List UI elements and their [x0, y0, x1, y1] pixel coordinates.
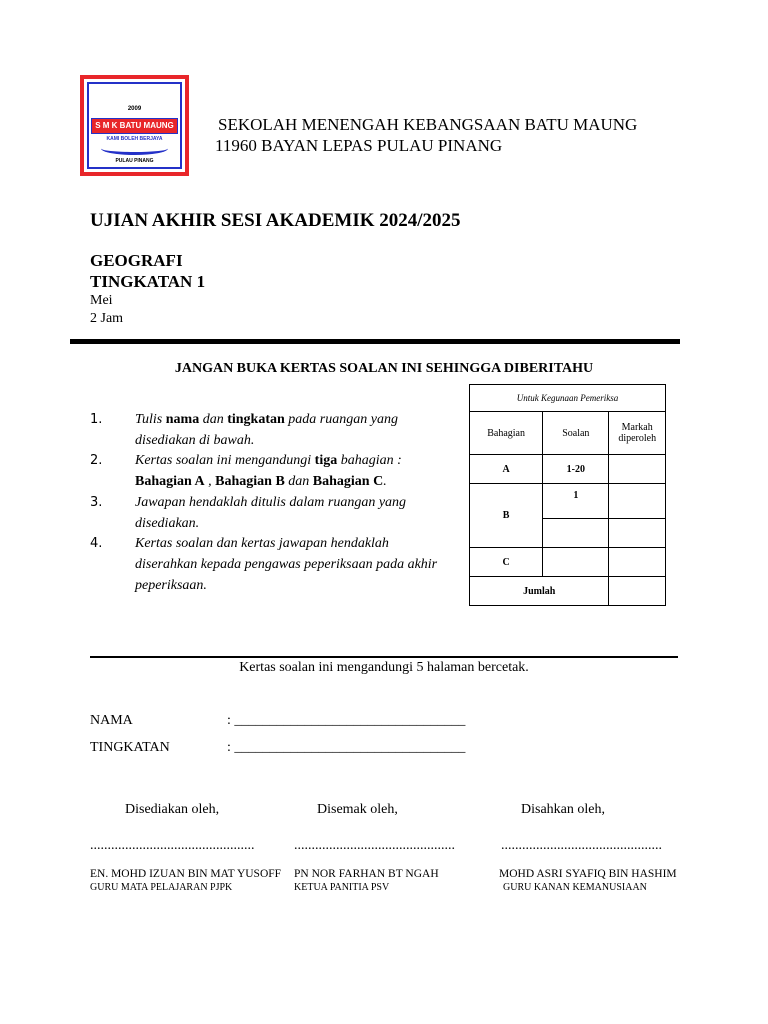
instruction-number: 1.	[90, 412, 103, 427]
school-address: 11960 BAYAN LEPAS PULAU PINANG	[215, 136, 503, 155]
instruction-fragment: dan	[199, 412, 228, 427]
pages-note-text: Kertas soalan ini mengandungi 5 halaman bercetak.	[239, 660, 529, 675]
instruction-fragment: bahagian :	[337, 453, 402, 469]
instruction-fragment: dan	[284, 474, 313, 490]
exam-month: Mei	[90, 293, 113, 308]
instruction-number: 4.	[90, 536, 103, 552]
warning-text: JANGAN BUKA KERTAS SOALAN INI SEHINGGA DIBERITAHU	[174, 361, 594, 376]
row-b1-markah[interactable]	[609, 484, 666, 519]
col-header-soalan: Soalan	[543, 412, 609, 455]
instruction-fragment: ,	[204, 474, 216, 490]
logo-frame	[87, 82, 182, 169]
instruction-emphasis: Bahagian A	[135, 474, 205, 490]
logo-wave	[101, 142, 168, 155]
row-a-markah[interactable]	[609, 455, 666, 484]
col-header-bahagian: Bahagian	[470, 412, 543, 455]
row-b-bahagian: B	[470, 484, 543, 548]
total-value[interactable]	[609, 577, 666, 606]
row-b1-soalan: 1	[543, 484, 609, 519]
header-divider	[70, 339, 680, 344]
sig-prepared-role: GURU MATA PELAJARAN PJPK	[90, 882, 233, 893]
sig-reviewed-name: PN NOR FARHAN BT NGAH	[294, 868, 439, 880]
sig-approved-title: Disahkan oleh,	[521, 802, 605, 817]
marks-table-header: Untuk Kegunaan Pemeriksa	[470, 385, 666, 412]
instruction-number: 3.	[90, 494, 103, 510]
sig-approved-line[interactable]: ..............................................	[501, 838, 662, 853]
instruction-fragment: Jawapan hendaklah ditulis dalam ruangan yang disediakan.	[135, 494, 407, 531]
section-divider	[90, 656, 678, 658]
total-label: Jumlah	[470, 577, 609, 606]
sig-approved-role: GURU KANAN KEMANUSIAAN	[503, 882, 647, 893]
instruction-emphasis: nama	[165, 412, 200, 427]
instruction-item	[90, 493, 450, 534]
instruction-emphasis: Bahagian C	[312, 474, 384, 490]
sig-reviewed-title: Disemak oleh,	[317, 802, 398, 817]
row-c-markah[interactable]	[609, 548, 666, 577]
instruction-emphasis: Bahagian B	[215, 474, 285, 490]
logo-year: 2009	[127, 106, 142, 112]
instruction-fragment: pada ruangan yang disediakan di bawah.	[135, 412, 398, 448]
row-b2-markah[interactable]	[609, 519, 666, 548]
instruction-emphasis: tingkatan	[227, 412, 285, 427]
instruction-fragment: .	[383, 474, 387, 490]
row-a-bahagian: A	[470, 455, 543, 484]
instruction-text	[135, 410, 450, 451]
sig-prepared-line[interactable]: ...............................................	[90, 838, 255, 853]
exam-title: UJIAN AKHIR SESI AKADEMIK 2024/2025	[90, 210, 461, 231]
row-c-soalan	[543, 548, 609, 577]
form-level: TINGKATAN 1	[90, 272, 206, 291]
logo-motto: KAMI BOLEH BERJAYA	[106, 136, 163, 142]
instruction-fragment: Kertas soalan dan kertas jawapan hendaklah diserahkan kepada pengawas peperiksaan pada akhir peperiksaan.	[135, 536, 438, 593]
instruction-number: 2.	[90, 453, 103, 469]
exam-duration: 2 Jam	[90, 311, 124, 326]
row-b2-soalan	[543, 519, 609, 548]
instruction-item	[90, 451, 450, 492]
instruction-emphasis: tiga	[314, 453, 338, 469]
instructions-list	[90, 410, 450, 596]
sig-prepared-name: EN. MOHD IZUAN BIN MAT YUSOFF	[90, 868, 282, 880]
instruction-fragment: Tulis	[135, 412, 166, 427]
instruction-text	[135, 493, 450, 534]
sig-prepared-title: Disediakan oleh,	[125, 802, 220, 817]
row-a-soalan: 1-20	[543, 455, 609, 484]
name-field[interactable]: : _________________________________	[227, 713, 466, 728]
form-label: TINGKATAN	[90, 740, 170, 755]
instruction-fragment: Kertas soalan ini mengandungi	[135, 453, 315, 469]
warning-notice	[0, 361, 768, 377]
instruction-item	[90, 410, 450, 451]
sig-approved-name: MOHD ASRI SYAFIQ BIN HASHIM	[499, 868, 677, 880]
school-name: SEKOLAH MENENGAH KEBANGSAAN BATU MAUNG	[218, 115, 638, 134]
instruction-item	[90, 534, 450, 596]
logo-place: PULAU PINANG	[115, 158, 154, 164]
col-header-markah: Markah diperoleh	[609, 412, 666, 455]
examiner-marks-table	[469, 384, 666, 606]
form-field[interactable]: : _________________________________	[227, 740, 466, 755]
row-c-bahagian: C	[470, 548, 543, 577]
sig-reviewed-role: KETUA PANITIA PSV	[294, 882, 390, 893]
name-label: NAMA	[90, 713, 133, 728]
pages-note	[0, 660, 768, 676]
logo-banner: S M K BATU MAUNG	[91, 118, 178, 134]
school-logo	[80, 75, 189, 176]
instruction-text	[135, 451, 450, 492]
instruction-text	[135, 534, 450, 596]
subject-name: GEOGRAFI	[90, 251, 183, 270]
sig-reviewed-line[interactable]: ..............................................	[294, 838, 455, 853]
